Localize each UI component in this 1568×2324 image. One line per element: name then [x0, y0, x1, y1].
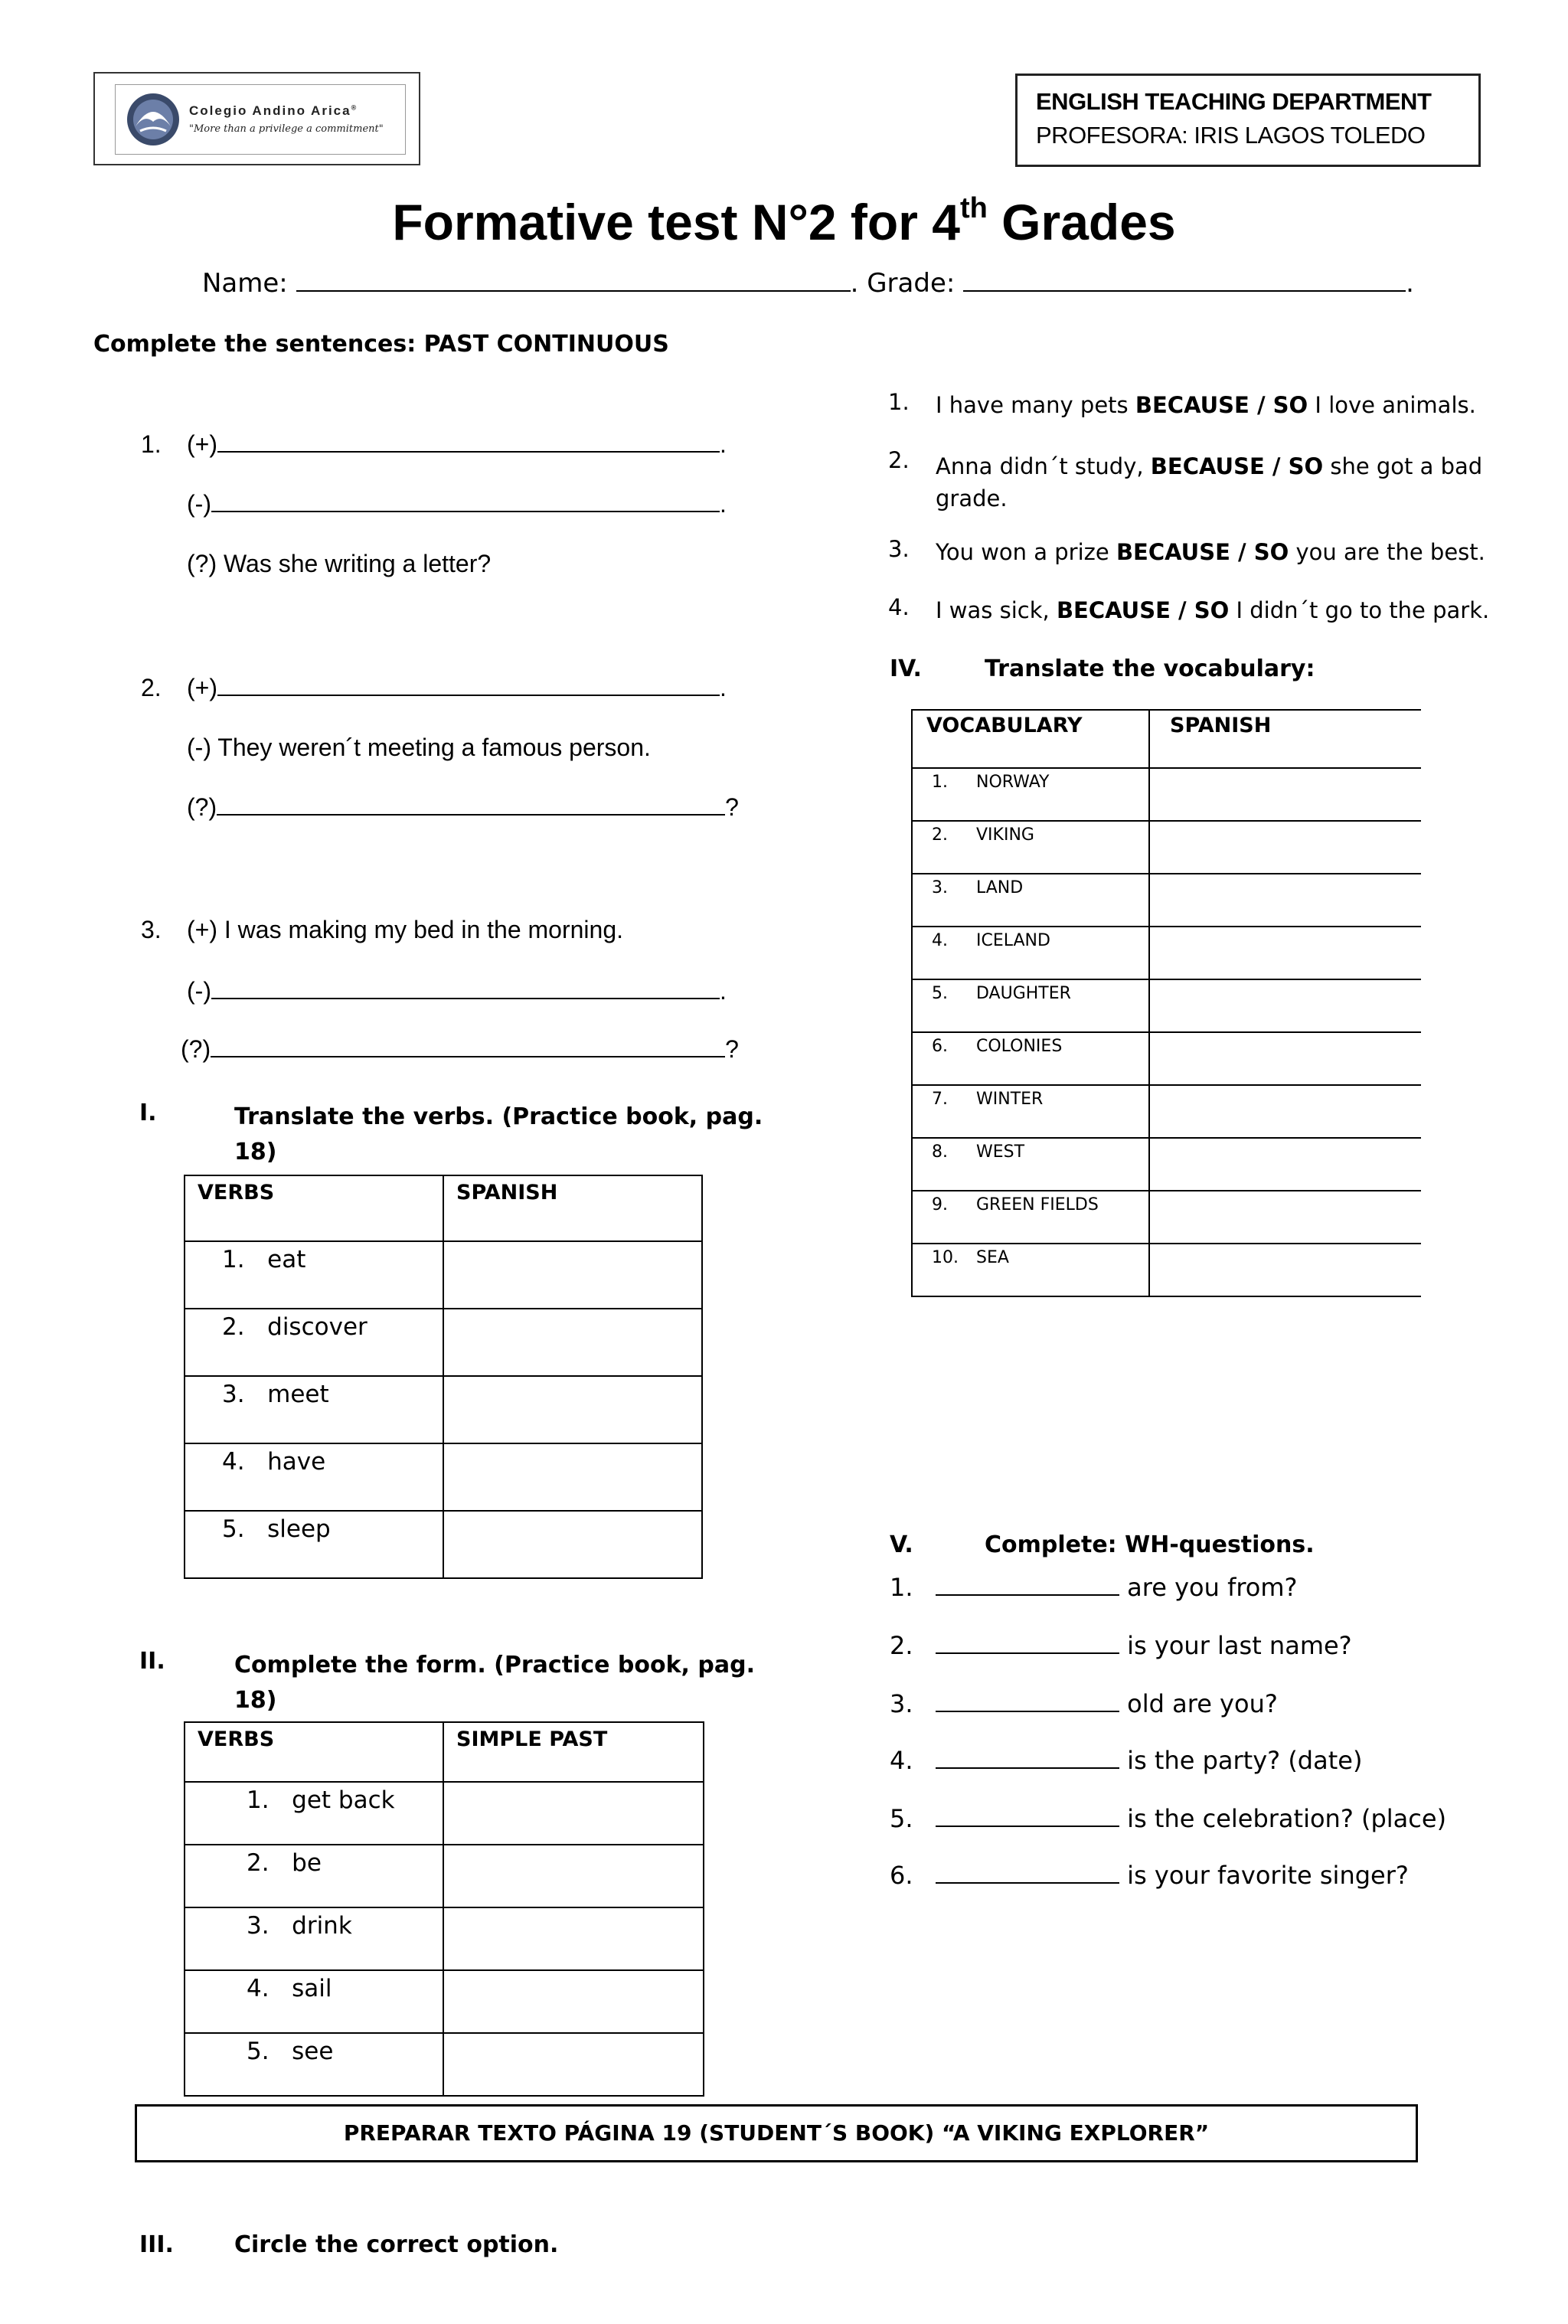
table-row	[912, 874, 1421, 927]
verb-word: get back	[292, 1786, 395, 1814]
grade-field[interactable]	[963, 270, 1406, 292]
section-2-numeral: II.	[139, 1648, 165, 1675]
section-1-title: Translate the verbs. (Practice book, pag. 18)	[234, 1103, 763, 1165]
verbs-column-header: VERBS	[185, 1722, 443, 1782]
row-number: 4.	[932, 931, 948, 950]
because-so-option[interactable]: BECAUSE / SO	[1116, 539, 1289, 565]
name-label: Name:	[202, 268, 288, 299]
wh-4-number: 4.	[890, 1746, 913, 1775]
row-number: 4.	[222, 1448, 245, 1476]
translation-cell[interactable]	[1149, 1138, 1421, 1191]
translation-cell[interactable]	[1149, 1191, 1421, 1244]
verb-word: sail	[292, 1975, 332, 2002]
pc-item-3-negative: (-) .	[187, 977, 727, 1005]
row-number: 1.	[932, 773, 948, 792]
wh-3-number: 3.	[890, 1689, 913, 1718]
wh-word-field[interactable]	[936, 1633, 1119, 1654]
row-number: 1.	[247, 1786, 270, 1814]
pc-item-1-question: (?) Was she writing a letter?	[187, 550, 492, 577]
vocabulary-word: SEA	[976, 1248, 1009, 1267]
because-so-4-number: 4.	[888, 594, 910, 620]
wh-word-field[interactable]	[936, 1747, 1119, 1769]
row-number: 5.	[247, 2038, 270, 2065]
pc-item-1-positive-field[interactable]	[217, 431, 720, 453]
wh-6-number: 6.	[890, 1861, 913, 1890]
vocabulary-word: COLONIES	[976, 1037, 1063, 1056]
row-number: 3.	[222, 1381, 245, 1408]
table-row	[912, 1138, 1421, 1191]
row-number: 8.	[932, 1142, 948, 1162]
row-number: 9.	[932, 1195, 948, 1214]
wh-question-6: is your favorite singer?	[936, 1861, 1409, 1890]
pc-item-3-positive: (+) I was making my bed in the morning.	[187, 916, 624, 943]
wh-question-3: old are you?	[936, 1689, 1278, 1718]
pc-item-1-number: 1.	[141, 430, 162, 458]
section-4-title: Translate the vocabulary:	[985, 655, 1315, 682]
vocabulary-word: LAND	[976, 878, 1024, 897]
section-2-title: Complete the form. (Practice book, pag. 18)	[234, 1652, 755, 1714]
pc-item-2-number: 2.	[141, 674, 162, 701]
wh-5-number: 5.	[890, 1804, 913, 1833]
verb-word: sleep	[267, 1515, 331, 1543]
vocabulary-word: VIKING	[976, 825, 1034, 845]
table-row	[185, 2033, 704, 2096]
teacher-name: PROFESORA: IRIS LAGOS TOLEDO	[1036, 122, 1426, 149]
table-row	[912, 979, 1421, 1032]
verbs-translation-table	[184, 1175, 703, 1579]
wh-question-5: is the celebration? (place)	[936, 1804, 1446, 1833]
pc-item-2-positive: (+) .	[187, 674, 727, 701]
wh-word-field[interactable]	[936, 1862, 1119, 1884]
vocabulary-word: WINTER	[976, 1090, 1044, 1109]
row-number: 1.	[222, 1246, 245, 1273]
table-row	[912, 927, 1421, 979]
translation-cell[interactable]	[443, 1309, 702, 1376]
wh-2-number: 2.	[890, 1631, 913, 1660]
translation-cell[interactable]	[1149, 874, 1421, 927]
row-number: 2.	[247, 1849, 270, 1877]
wh-word-field[interactable]	[936, 1574, 1119, 1596]
table-row	[912, 1032, 1421, 1085]
name-field[interactable]	[296, 270, 851, 292]
translation-cell[interactable]	[1149, 768, 1421, 821]
pc-item-3-number: 3.	[141, 916, 162, 943]
table-row	[185, 1443, 702, 1511]
past-continuous-heading: Complete the sentences: PAST CONTINUOUS	[93, 331, 669, 358]
pc-item-2-positive-field[interactable]	[217, 675, 720, 696]
wh-question-1: are you from?	[936, 1573, 1298, 1602]
because-so-3: You won a prize BECAUSE / SO you are the best.	[936, 539, 1485, 565]
verb-word: have	[267, 1448, 326, 1476]
verbs-column-header: VERBS	[185, 1175, 443, 1241]
school-logo-box	[93, 72, 420, 165]
because-so-2: Anna didn´t study, BECAUSE / SO she got a bad grade.	[936, 453, 1483, 512]
simple-past-column-header: SIMPLE PAST	[443, 1722, 704, 1782]
row-number: 3.	[932, 878, 948, 897]
wh-1-number: 1.	[890, 1573, 913, 1602]
translation-cell[interactable]	[443, 1443, 702, 1511]
section-5-title: Complete: WH-questions.	[985, 1531, 1315, 1558]
table-row	[912, 1191, 1421, 1244]
because-so-1-number: 1.	[888, 389, 910, 415]
pc-item-2-question: (?) ?	[187, 793, 739, 821]
translation-cell[interactable]	[1149, 1032, 1421, 1085]
wh-question-4: is the party? (date)	[936, 1746, 1362, 1775]
verb-word: be	[292, 1849, 322, 1877]
verb-word: drink	[292, 1912, 352, 1940]
pc-item-2-question-field[interactable]	[217, 794, 725, 816]
translation-cell[interactable]	[1149, 979, 1421, 1032]
grade-label: Grade:	[867, 268, 956, 299]
vocabulary-column-header: VOCABULARY	[912, 710, 1149, 768]
row-number: 6.	[932, 1037, 948, 1056]
table-row	[185, 1309, 702, 1376]
translation-cell[interactable]	[443, 1376, 702, 1443]
because-so-option[interactable]: BECAUSE / SO	[1135, 392, 1308, 418]
verb-word: meet	[267, 1381, 329, 1408]
row-number: 5.	[932, 984, 948, 1003]
because-so-1: I have many pets BECAUSE / SO I love animals.	[936, 392, 1476, 418]
row-number: 5.	[222, 1515, 245, 1543]
spanish-column-header: SPANISH	[443, 1175, 702, 1241]
row-number: 2.	[932, 825, 948, 845]
logo-motto: "More than a privilege a commitment"	[189, 123, 384, 135]
because-so-option[interactable]: BECAUSE / SO	[1056, 597, 1230, 623]
table-row	[185, 1907, 704, 1970]
simple-past-cell[interactable]	[443, 1970, 704, 2033]
translation-cell[interactable]	[1149, 927, 1421, 979]
reading-notice: PREPARAR TEXTO PÁGINA 19 (STUDENT´S BOOK) “A VIKING EXPLORER”	[135, 2104, 1418, 2162]
school-emblem-icon	[125, 91, 181, 148]
verb-word: discover	[267, 1313, 368, 1341]
table-row	[912, 768, 1421, 821]
department-box	[1015, 74, 1481, 167]
because-so-option[interactable]: BECAUSE / SO	[1150, 453, 1324, 479]
translation-cell[interactable]	[1149, 1085, 1421, 1138]
pc-item-1-negative: (-) .	[187, 490, 727, 518]
section-1-numeral: I.	[139, 1100, 157, 1126]
section-5-numeral: V.	[890, 1531, 913, 1558]
table-row	[912, 1244, 1421, 1296]
page-title: Formative test N°2 for 4th Grades	[392, 192, 1176, 250]
simple-past-cell[interactable]	[443, 2033, 704, 2096]
section-4-numeral: IV.	[890, 655, 922, 682]
pc-item-2-negative: (-) They weren´t meeting a famous person.	[187, 734, 651, 761]
table-row	[185, 1782, 704, 1845]
simple-past-cell[interactable]	[443, 1782, 704, 1845]
row-number: 3.	[247, 1912, 270, 1940]
simple-past-table	[184, 1721, 704, 2097]
pc-item-3-question-field[interactable]	[211, 1036, 725, 1057]
vocabulary-word: WEST	[976, 1142, 1025, 1162]
row-number: 4.	[247, 1975, 270, 2002]
row-number: 2.	[222, 1313, 245, 1341]
simple-past-cell[interactable]	[443, 1907, 704, 1970]
translation-cell[interactable]	[1149, 821, 1421, 874]
because-so-2-number: 2.	[888, 447, 910, 473]
table-row	[185, 1511, 702, 1578]
simple-past-cell[interactable]	[443, 1845, 704, 1907]
table-row	[185, 1970, 704, 2033]
pc-item-3-negative-field[interactable]	[211, 978, 720, 999]
pc-item-1-positive: (+) .	[187, 430, 727, 458]
vocabulary-word: GREEN FIELDS	[976, 1195, 1099, 1214]
vocabulary-word: ICELAND	[976, 931, 1050, 950]
table-row	[912, 1085, 1421, 1138]
because-so-3-number: 3.	[888, 536, 910, 562]
table-row	[912, 821, 1421, 874]
vocabulary-table	[911, 709, 1421, 1297]
student-info-line: Name: . Grade: .	[202, 268, 1414, 299]
table-row	[185, 1241, 702, 1309]
wh-word-field[interactable]	[936, 1806, 1119, 1827]
spanish-column-header: SPANISH	[1149, 710, 1421, 768]
pc-item-1-negative-field[interactable]	[211, 491, 720, 512]
logo-school-name: Colegio Andino Arica®	[189, 103, 358, 118]
table-row	[185, 1845, 704, 1907]
wh-word-field[interactable]	[936, 1691, 1119, 1712]
verb-word: see	[292, 2038, 334, 2065]
vocabulary-word: NORWAY	[976, 773, 1050, 792]
row-number: 10.	[932, 1248, 959, 1267]
section-3-numeral: III.	[139, 2231, 174, 2258]
section-3-title: Circle the correct option.	[234, 2231, 559, 2258]
pc-item-3-question: (?) ?	[181, 1035, 739, 1063]
translation-cell[interactable]	[443, 1511, 702, 1578]
translation-cell[interactable]	[443, 1241, 702, 1309]
row-number: 7.	[932, 1090, 948, 1109]
school-logo	[115, 84, 406, 155]
translation-cell[interactable]	[1149, 1244, 1421, 1296]
vocabulary-word: DAUGHTER	[976, 984, 1071, 1003]
because-so-4: I was sick, BECAUSE / SO I didn´t go to the park.	[936, 597, 1490, 623]
table-row	[185, 1376, 702, 1443]
verb-word: eat	[267, 1246, 306, 1273]
department-name: ENGLISH TEACHING DEPARTMENT	[1036, 88, 1432, 115]
wh-question-2: is your last name?	[936, 1631, 1352, 1660]
